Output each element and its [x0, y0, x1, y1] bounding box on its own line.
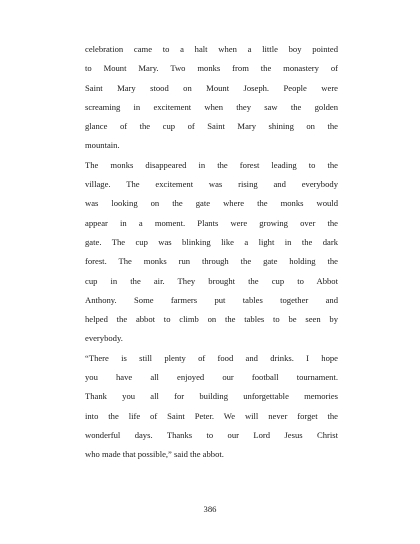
paragraph-1	[85, 40, 338, 156]
text-line: helped the abbot to climb on the tables to be seen by	[85, 314, 338, 325]
text-line: forest. The monks run through the gate holding the	[85, 256, 338, 267]
text-line: gate. The cup was blinking like a light in the dark	[85, 236, 338, 247]
text-line: celebration came to a halt when a little boy pointed	[85, 44, 338, 54]
paragraph-2	[85, 156, 338, 349]
text-line: screaming in excitement when they saw the golden	[85, 101, 338, 112]
text-line: appear in a moment. Plants were growing over the	[85, 217, 338, 228]
text-line: village. The excitement was rising and everybody	[85, 179, 338, 190]
text-line: glance of the cup of Saint Mary shining on the	[85, 121, 338, 132]
body-text	[85, 40, 338, 465]
text-line: wonderful days. Thanks to our Lord Jesus Christ	[85, 429, 338, 440]
text-line: into the life of Saint Peter. We will never forget the	[85, 410, 338, 421]
text-line: everybody.	[85, 333, 123, 344]
text-line: The monks disappeared in the forest leading to the	[85, 159, 338, 170]
text-line: Thank you all for building unforgettable memories	[85, 391, 338, 402]
text-line: was looking on the gate where the monks would	[85, 198, 338, 209]
text-line: to Mount Mary. Two monks from the monastery of	[85, 63, 338, 74]
text-line: mountain.	[85, 140, 120, 151]
text-line: “There is still plenty of food and drinks. I hope	[85, 352, 338, 363]
page-number: 386	[203, 504, 217, 514]
text-line: who made that possible,” said the abbot.	[85, 449, 224, 460]
text-line: Anthony. Some farmers put tables together and	[85, 294, 338, 305]
paragraph-3	[85, 349, 338, 465]
text-line: cup in the air. They brought the cup to Abbot	[85, 275, 338, 286]
text-line: Saint Mary stood on Mount Joseph. People were	[85, 82, 338, 93]
text-line: you have all enjoyed our football tournament.	[85, 372, 338, 383]
